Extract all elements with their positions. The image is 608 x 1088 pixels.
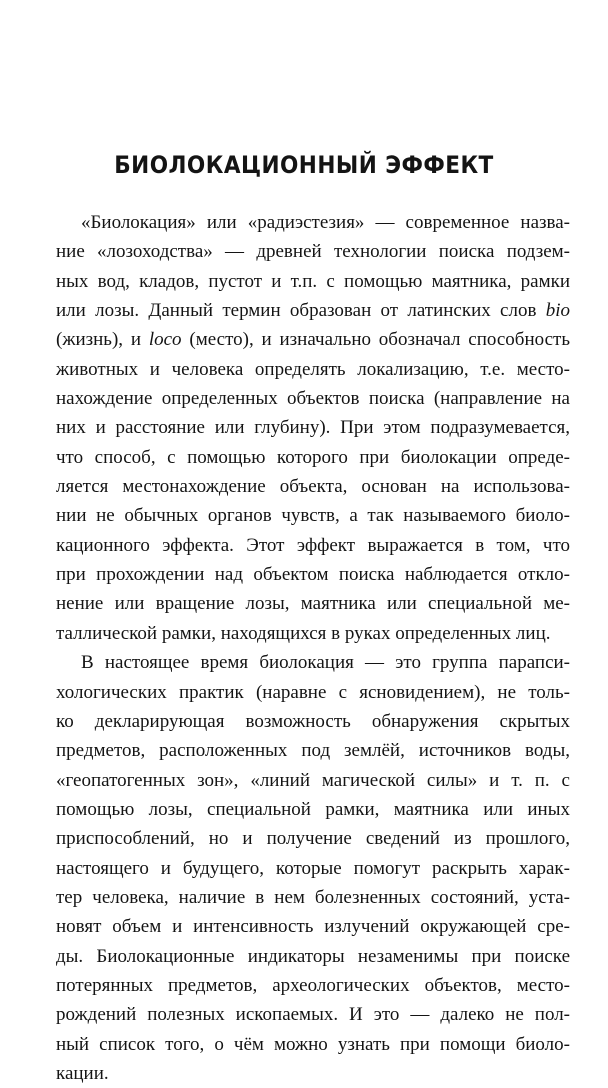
text-line: потерянных предметов, археологических объектов, место-: [56, 974, 570, 996]
paragraph-1: [56, 208, 570, 648]
text-line: настоящего и будущего, которые помогут раскрыть харак-: [56, 857, 570, 879]
text-line: животных и человека определять локализацию, т.е. место-: [56, 358, 570, 380]
text-line: хологических практик (наравне с ясновидением), не толь-: [56, 681, 570, 703]
text-line: ляется местонахождение объекта, основан на использова-: [56, 476, 570, 498]
text-line: кационного эффекта. Этот эффект выражается в том, что: [56, 534, 570, 556]
text-line: В настоящее время биолокация — это группа парапси-: [81, 652, 570, 674]
paragraph-2: [56, 648, 570, 1088]
text-line: ко декларирующая возможность обнаружения скрытых: [56, 710, 570, 732]
text-line: «Биолокация» или «радиэстезия» — современное назва-: [81, 212, 570, 233]
chapter-title: БИОЛОКАЦИОННЫЙ ЭФФЕКТ: [114, 151, 494, 179]
text-line: ных вод, кладов, пустот и т.п. с помощью маятника, рамки: [56, 270, 570, 292]
text-line: ный список того, о чём можно узнать при помощи биоло-: [56, 1033, 570, 1055]
text-line: (жизнь), и loco (место), и изначально обозначал способность: [56, 329, 570, 351]
text-line: «геопатогенных зон», «линий магической силы» и т. п. с: [56, 769, 570, 791]
latin-word-loco: loco: [148, 329, 182, 351]
text-line: что способ, с помощью которого при биолокации опреде-: [56, 446, 570, 468]
text-line: тер человека, наличие в нем болезненных состояний, уста-: [56, 886, 570, 908]
text-line: приспособлений, но и получение сведений из прошлого,: [56, 828, 570, 850]
latin-word-bio: bio: [545, 300, 570, 322]
text-line: ды. Биолокационные индикаторы незаменимы при поиске: [56, 945, 570, 967]
text-line: предметов, расположенных под землёй, источников воды,: [56, 740, 570, 762]
text-line: кации.: [56, 1062, 109, 1084]
text-line: помощью лозы, специальной рамки, маятника или иных: [56, 798, 570, 820]
text-line: рождений полезных ископаемых. И это — далеко не пол-: [56, 1004, 570, 1026]
text-line: ние «лозоходства» — древней технологии поиска подзем-: [56, 241, 570, 263]
text-line: них и расстояние или глубину). При этом подразумевается,: [56, 417, 570, 439]
text-line: нение или вращение лозы, маятника или специальной ме-: [56, 593, 570, 615]
text-line: нахождение определенных объектов поиска (направление на: [56, 388, 570, 410]
text-line: при прохождении над объектом поиска наблюдается откло-: [56, 564, 570, 586]
text-line: таллической рамки, находящихся в руках определенных лиц.: [56, 622, 551, 644]
body-text: [56, 208, 570, 1088]
text-line: новят объем и интенсивность излучений окружающей сре-: [56, 916, 570, 938]
text-line: нии не обычных органов чувств, а так называемого биоло-: [56, 505, 570, 527]
text-line: или лозы. Данный термин образован от латинских слов bio: [56, 300, 570, 322]
